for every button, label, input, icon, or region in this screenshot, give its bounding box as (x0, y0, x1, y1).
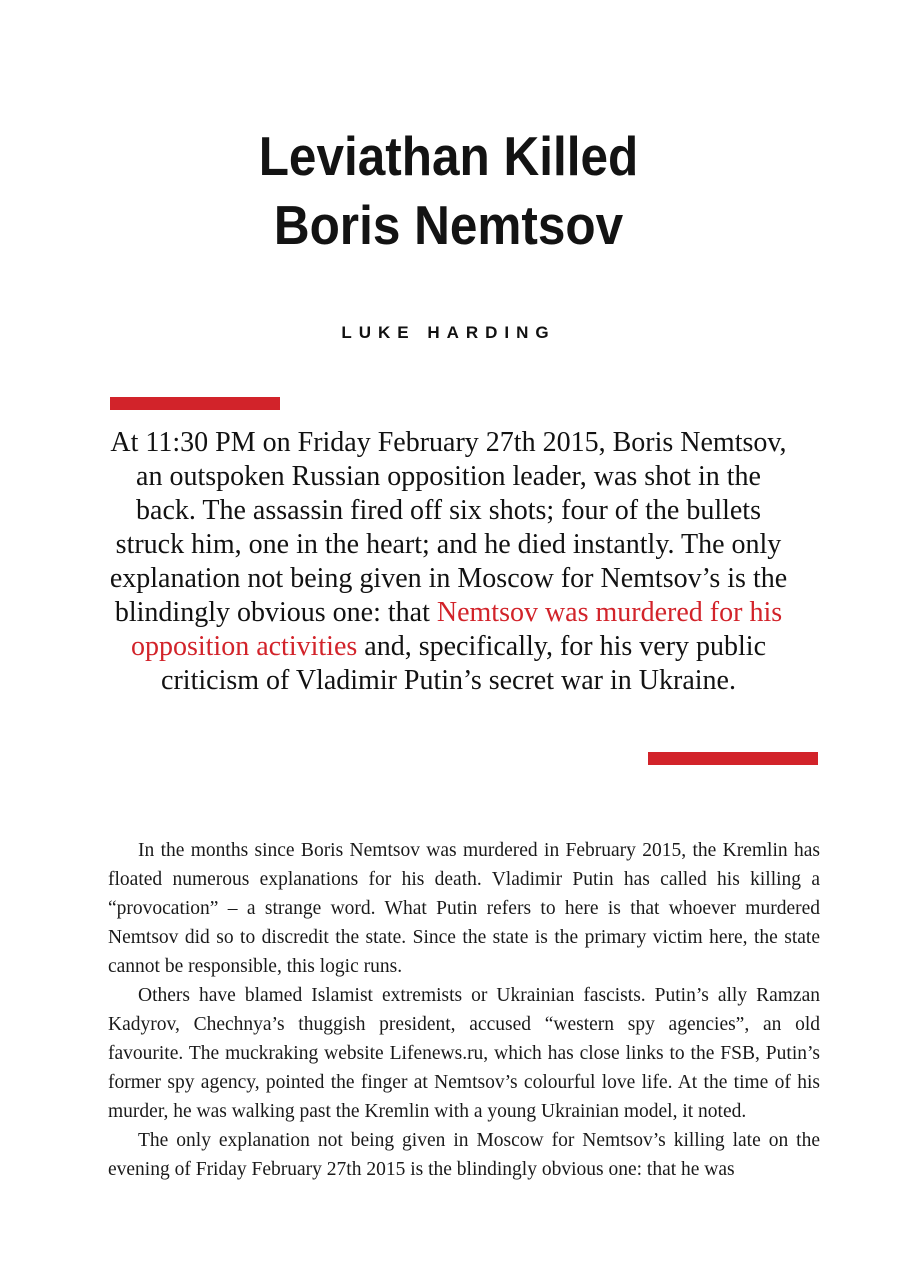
pull-quote (104, 426, 794, 698)
body-paragraph-2: Others have blamed Islamist extremists or Ukrainian fascists. Putin’s ally Ramzan Kadyrov, Chechnya’s thuggish president, accused “western spy agencies”, an old favourite. The muckraking website Lifenews.ru, which has close links to the FSB, Putin’s former spy agency, pointed the finger at Nemtsov’s colourful love life. At the time of his murder, he was walking past the Kremlin with a young Ukrainian model, it noted. (108, 985, 820, 1122)
pull-quote-text-post: and, specifically, for his very public criticism of Vladimir Putin’s secret war in Ukraine. (161, 631, 767, 696)
body-paragraph-3: The only explanation not being given in Moscow for Nemtsov’s killing late on the evening of Friday February 27th 2015 is the blindingly obvious one: that he was (108, 1130, 820, 1180)
red-rule-top (110, 397, 280, 410)
article-title (45, 122, 852, 260)
body-paragraph-1: In the months since Boris Nemtsov was murdered in February 2015, the Kremlin has floated numerous explanations for his death. Vladimir Putin has called his killing a “provocation” – a strange word. What Putin refers to here is that whoever murdered Nemtsov did so to discredit the state. Since the state is the primary victim here, the state cannot be responsible, this logic runs. (108, 840, 820, 977)
red-rule-bottom (648, 752, 818, 765)
author-byline: LUKE HARDING (341, 323, 556, 342)
pull-quote-text-pre: At 11:30 PM on Friday February 27th 2015, Boris Nemtsov, an outspoken Russian opposition leader, was shot in the back. The assassin fired off six shots; four of the bullets struck him, one in the heart; and he died instantly. The only explanation not being given in Moscow for Nemtsov’s is the blindingly obvious one: that (109, 427, 788, 628)
article-title-line1: Leviathan Killed (258, 125, 639, 187)
pull-quote-highlight: Nemtsov was murdered for his opposition activities (130, 597, 783, 662)
article-body (108, 836, 820, 1184)
article-title-line2: Boris Nemtsov (273, 193, 624, 256)
